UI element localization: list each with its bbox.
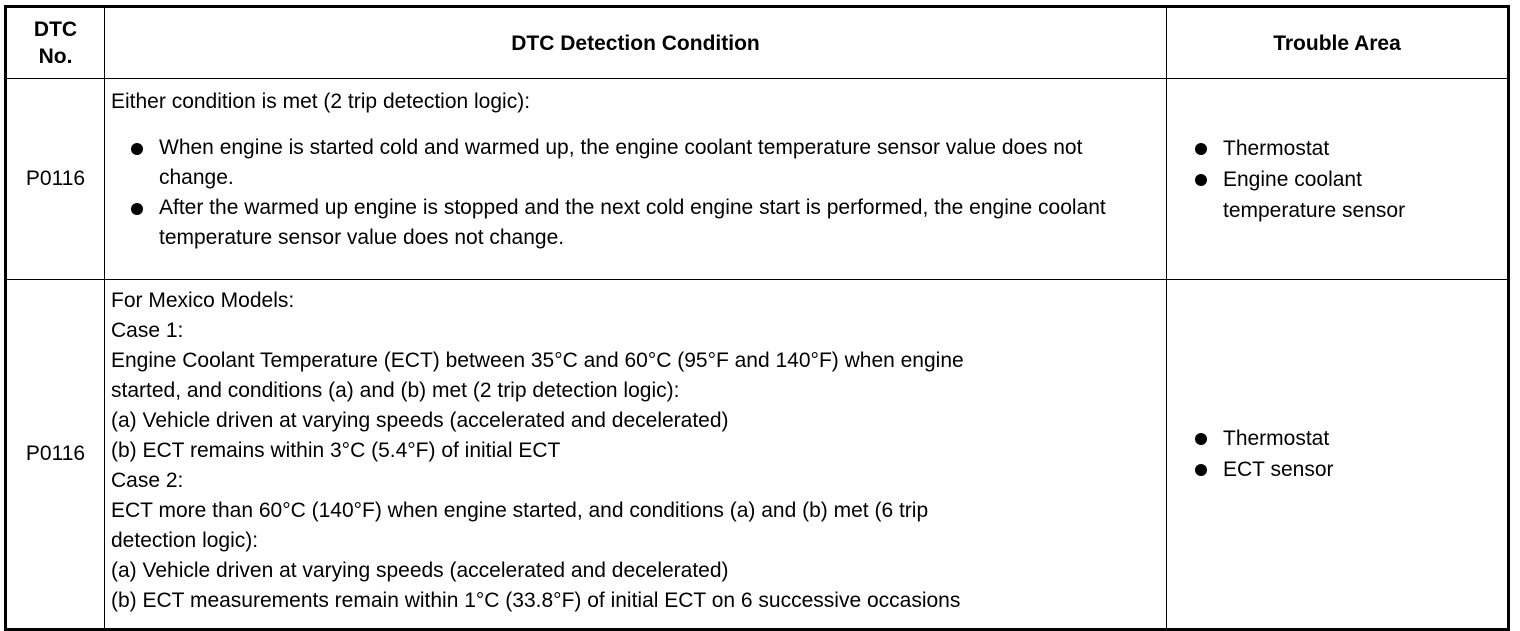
detection-condition [105,280,1167,630]
condition-line: ECT more than 60°C (140°F) when engine started, and conditions (a) and (b) met (6 trip [111,499,929,522]
table-row [6,280,1509,630]
condition-line: For Mexico Models: [111,289,295,312]
condition-bullet: After the warmed up engine is stopped and the next cold engine start is performed, the engine coolant temperature sensor value does not change. [111,193,1160,253]
trouble-area-list [1177,133,1507,226]
condition-lead: Either condition is met (2 trip detection logic): [111,90,531,113]
condition-line: detection logic): [111,529,259,552]
table-row [6,79,1509,280]
trouble-area-item: ECT sensor [1177,454,1507,485]
condition-bullet-list [111,133,1160,253]
condition-line: Case 2: [111,469,184,492]
trouble-area [1167,79,1509,280]
condition-line: (a) Vehicle driven at varying speeds (accelerated and decelerated) [111,409,729,432]
condition-line: (b) ECT measurements remain within 1°C (33.8°F) of initial ECT on 6 successive occasions [111,589,961,612]
trouble-area [1167,280,1509,630]
header-dtc-no: DTC No. [6,7,105,79]
dtc-table [4,5,1510,631]
dtc-code: P0116 [6,79,105,280]
detection-condition [105,79,1167,280]
dtc-code: P0116 [6,280,105,630]
header-detection-condition: DTC Detection Condition [105,7,1167,79]
trouble-area-item: Thermostat [1177,423,1507,454]
header-row [6,7,1509,79]
header-trouble-area: Trouble Area [1167,7,1509,79]
condition-bullet: When engine is started cold and warmed up, the engine coolant temperature sensor value does not change. [111,133,1160,193]
trouble-area-item: Thermostat [1177,133,1507,164]
condition-line: Engine Coolant Temperature (ECT) between 35°C and 60°C (95°F and 140°F) when engine [111,349,964,372]
condition-line: Case 1: [111,319,184,342]
trouble-area-item: Engine coolant temperature sensor [1177,164,1453,226]
condition-line: started, and conditions (a) and (b) met (2 trip detection logic): [111,379,680,402]
trouble-area-list [1177,423,1507,485]
condition-line: (a) Vehicle driven at varying speeds (accelerated and decelerated) [111,559,729,582]
condition-line: (b) ECT remains within 3°C (5.4°F) of initial ECT [111,439,561,462]
